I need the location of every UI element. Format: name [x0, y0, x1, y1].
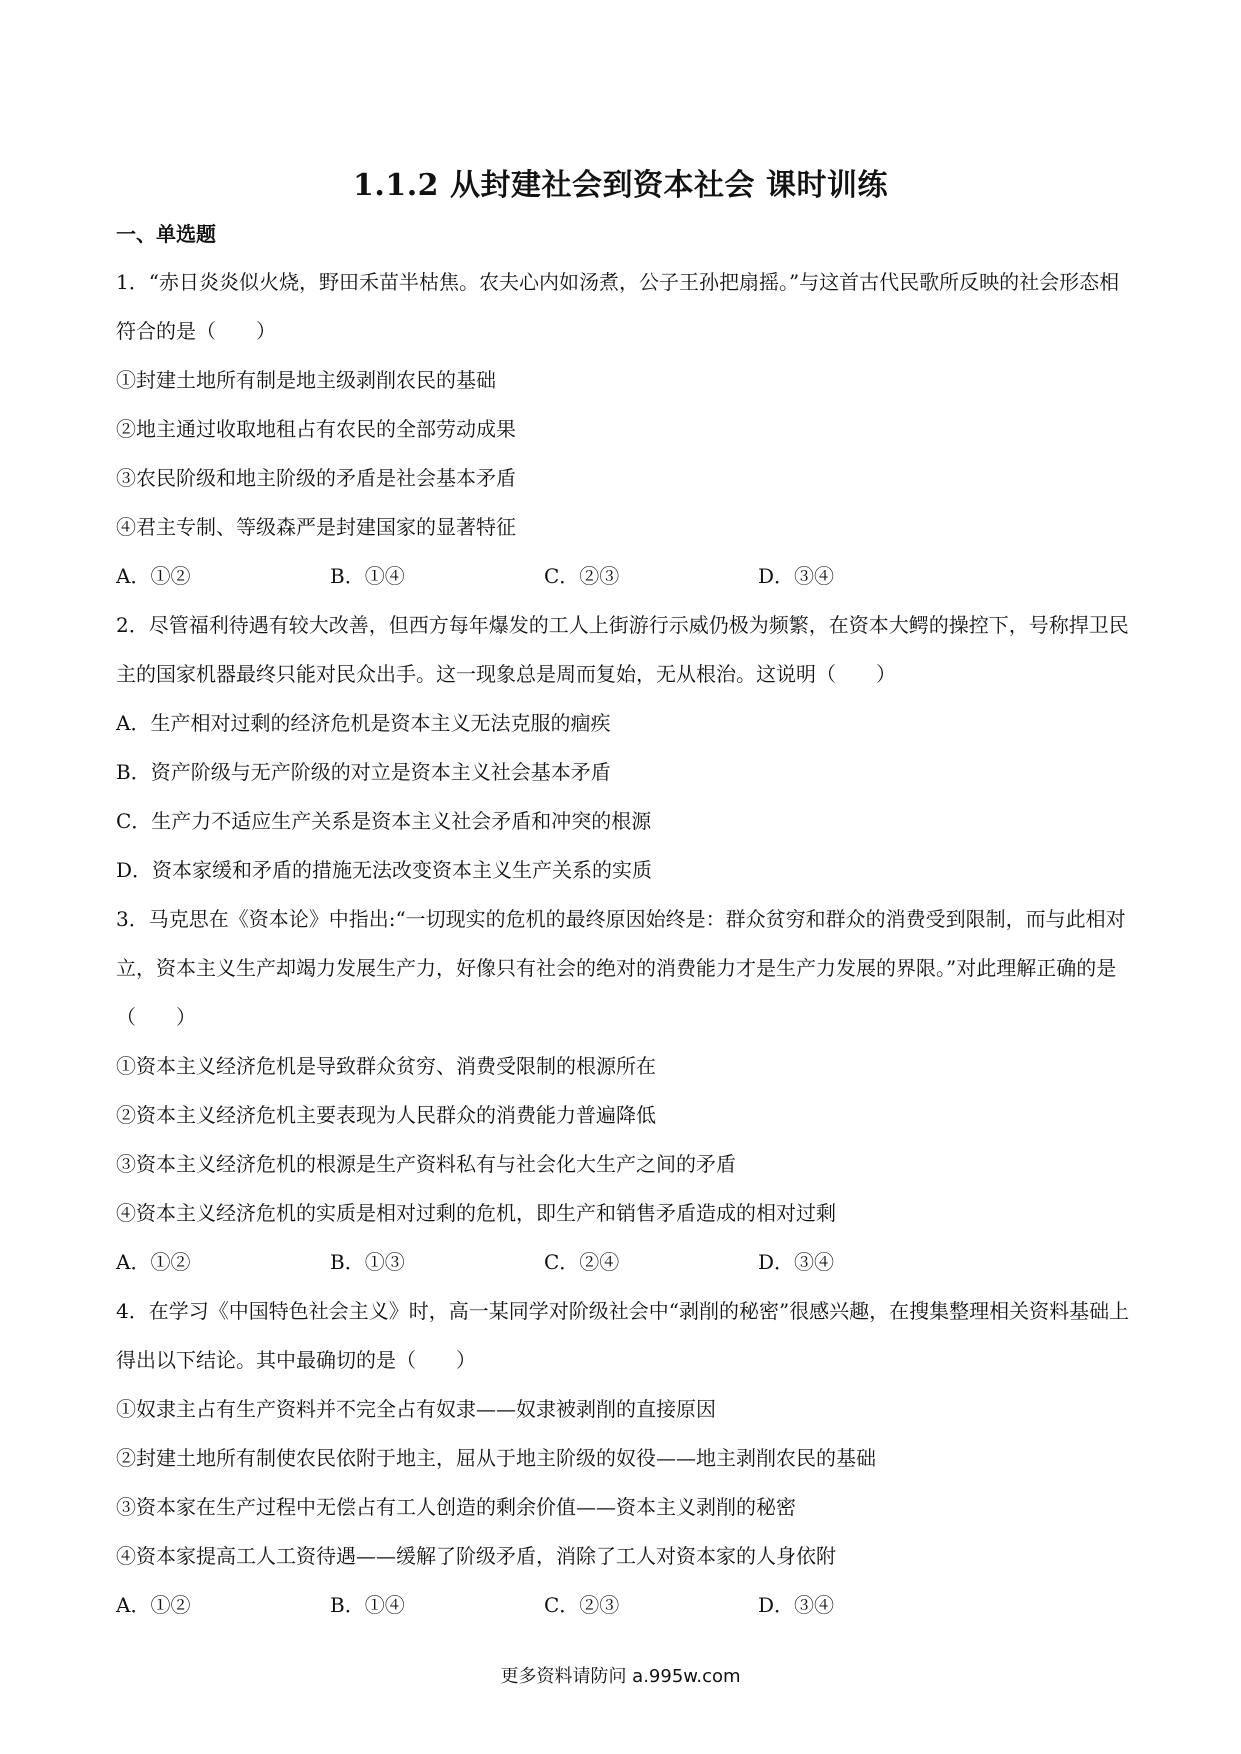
option-b: B．资产阶级与无产阶级的对立是资本主义社会基本矛盾 [116, 760, 611, 784]
option-a: A．①② [116, 1250, 191, 1274]
answer-options [116, 1581, 1134, 1630]
question-2 [116, 601, 1134, 895]
question-stem: 3．马克思在《资本论》中指出:“一切现实的危机的最终原因始终是：群众贫穷和群众的消费受到限制，而与此相对立，资本主义生产却竭力发展生产力，好像只有社会的绝对的消费能力才是生产力发展的界限。”对此理解正确的是（ ） [116, 907, 1126, 1029]
statement-item: ①资本主义经济危机是导致群众贫穷、消费受限制的根源所在 [116, 1054, 656, 1078]
statement-item: ①封建土地所有制是地主级剥削农民的基础 [116, 368, 496, 392]
statement-item: ④资本家提高工人工资待遇——缓解了阶级矛盾，消除了工人对资本家的人身依附 [116, 1544, 836, 1568]
option-a: A．①② [116, 564, 191, 588]
statement-item: ③资本家在生产过程中无偿占有工人创造的剩余价值——资本主义剥削的秘密 [116, 1495, 796, 1519]
question-1 [116, 258, 1134, 601]
option-a: A．①② [116, 1593, 191, 1617]
option-d: D．③④ [758, 564, 835, 588]
statement-item: ①奴隶主占有生产资料并不完全占有奴隶——奴隶被剥削的直接原因 [116, 1397, 716, 1421]
question-list [116, 258, 1134, 1630]
option-a: A．生产相对过剩的经济危机是资本主义无法克服的痼疾 [116, 711, 611, 735]
option-b: B．①④ [330, 1593, 405, 1617]
statement-item: ③资本主义经济危机的根源是生产资料私有与社会化大生产之间的矛盾 [116, 1152, 736, 1176]
document-title: 1.1.2 从封建社会到资本社会 课时训练 [353, 168, 888, 203]
option-b: B．①③ [330, 1250, 405, 1274]
statement-item: ③农民阶级和地主阶级的矛盾是社会基本矛盾 [116, 466, 516, 490]
statement-item: ②地主通过收取地租占有农民的全部劳动成果 [116, 417, 516, 441]
option-c: C．②③ [544, 564, 620, 588]
footer-link-text: 更多资料请防问 a.995w.com [500, 1666, 741, 1687]
option-d: D．③④ [758, 1593, 835, 1617]
option-c: C．生产力不适应生产关系是资本主义社会矛盾和冲突的根源 [116, 809, 652, 833]
question-4 [116, 1287, 1134, 1630]
option-b: B．①④ [330, 564, 405, 588]
option-c: C．②④ [544, 1250, 620, 1274]
option-c: C．②③ [544, 1593, 620, 1617]
question-3 [116, 895, 1134, 1287]
question-stem: 1．“赤日炎炎似火烧，野田禾苗半枯焦。农夫心内如汤煮，公子王孙把扇摇。”与这首古代民歌所反映的社会形态相符合的是（ ） [116, 270, 1120, 343]
answer-options [116, 1238, 1134, 1287]
question-stem: 4．在学习《中国特色社会主义》时，高一某同学对阶级社会中“剥削的秘密”很感兴趣，在搜集整理相关资料基础上得出以下结论。其中最确切的是（ ） [116, 1299, 1130, 1372]
section-heading: 一、单选题 [116, 222, 216, 246]
statement-item: ②资本主义经济危机主要表现为人民群众的消费能力普遍降低 [116, 1103, 656, 1127]
answer-options [116, 552, 1134, 601]
statement-item: ④君主专制、等级森严是封建国家的显著特征 [116, 515, 516, 539]
statement-item: ②封建土地所有制使农民依附于地主，屈从于地主阶级的奴役——地主剥削农民的基础 [116, 1446, 876, 1470]
option-d: D．③④ [758, 1250, 835, 1274]
statement-item: ④资本主义经济危机的实质是相对过剩的危机，即生产和销售矛盾造成的相对过剩 [116, 1201, 836, 1225]
option-d: D．资本家缓和矛盾的措施无法改变资本主义生产关系的实质 [116, 858, 653, 882]
question-stem: 2．尽管福利待遇有较大改善，但西方每年爆发的工人上街游行示威仍极为频繁，在资本大鳄的操控下，号称捍卫民主的国家机器最终只能对民众出手。这一现象总是周而复始，无从根治。这说明（ ） [116, 613, 1129, 686]
